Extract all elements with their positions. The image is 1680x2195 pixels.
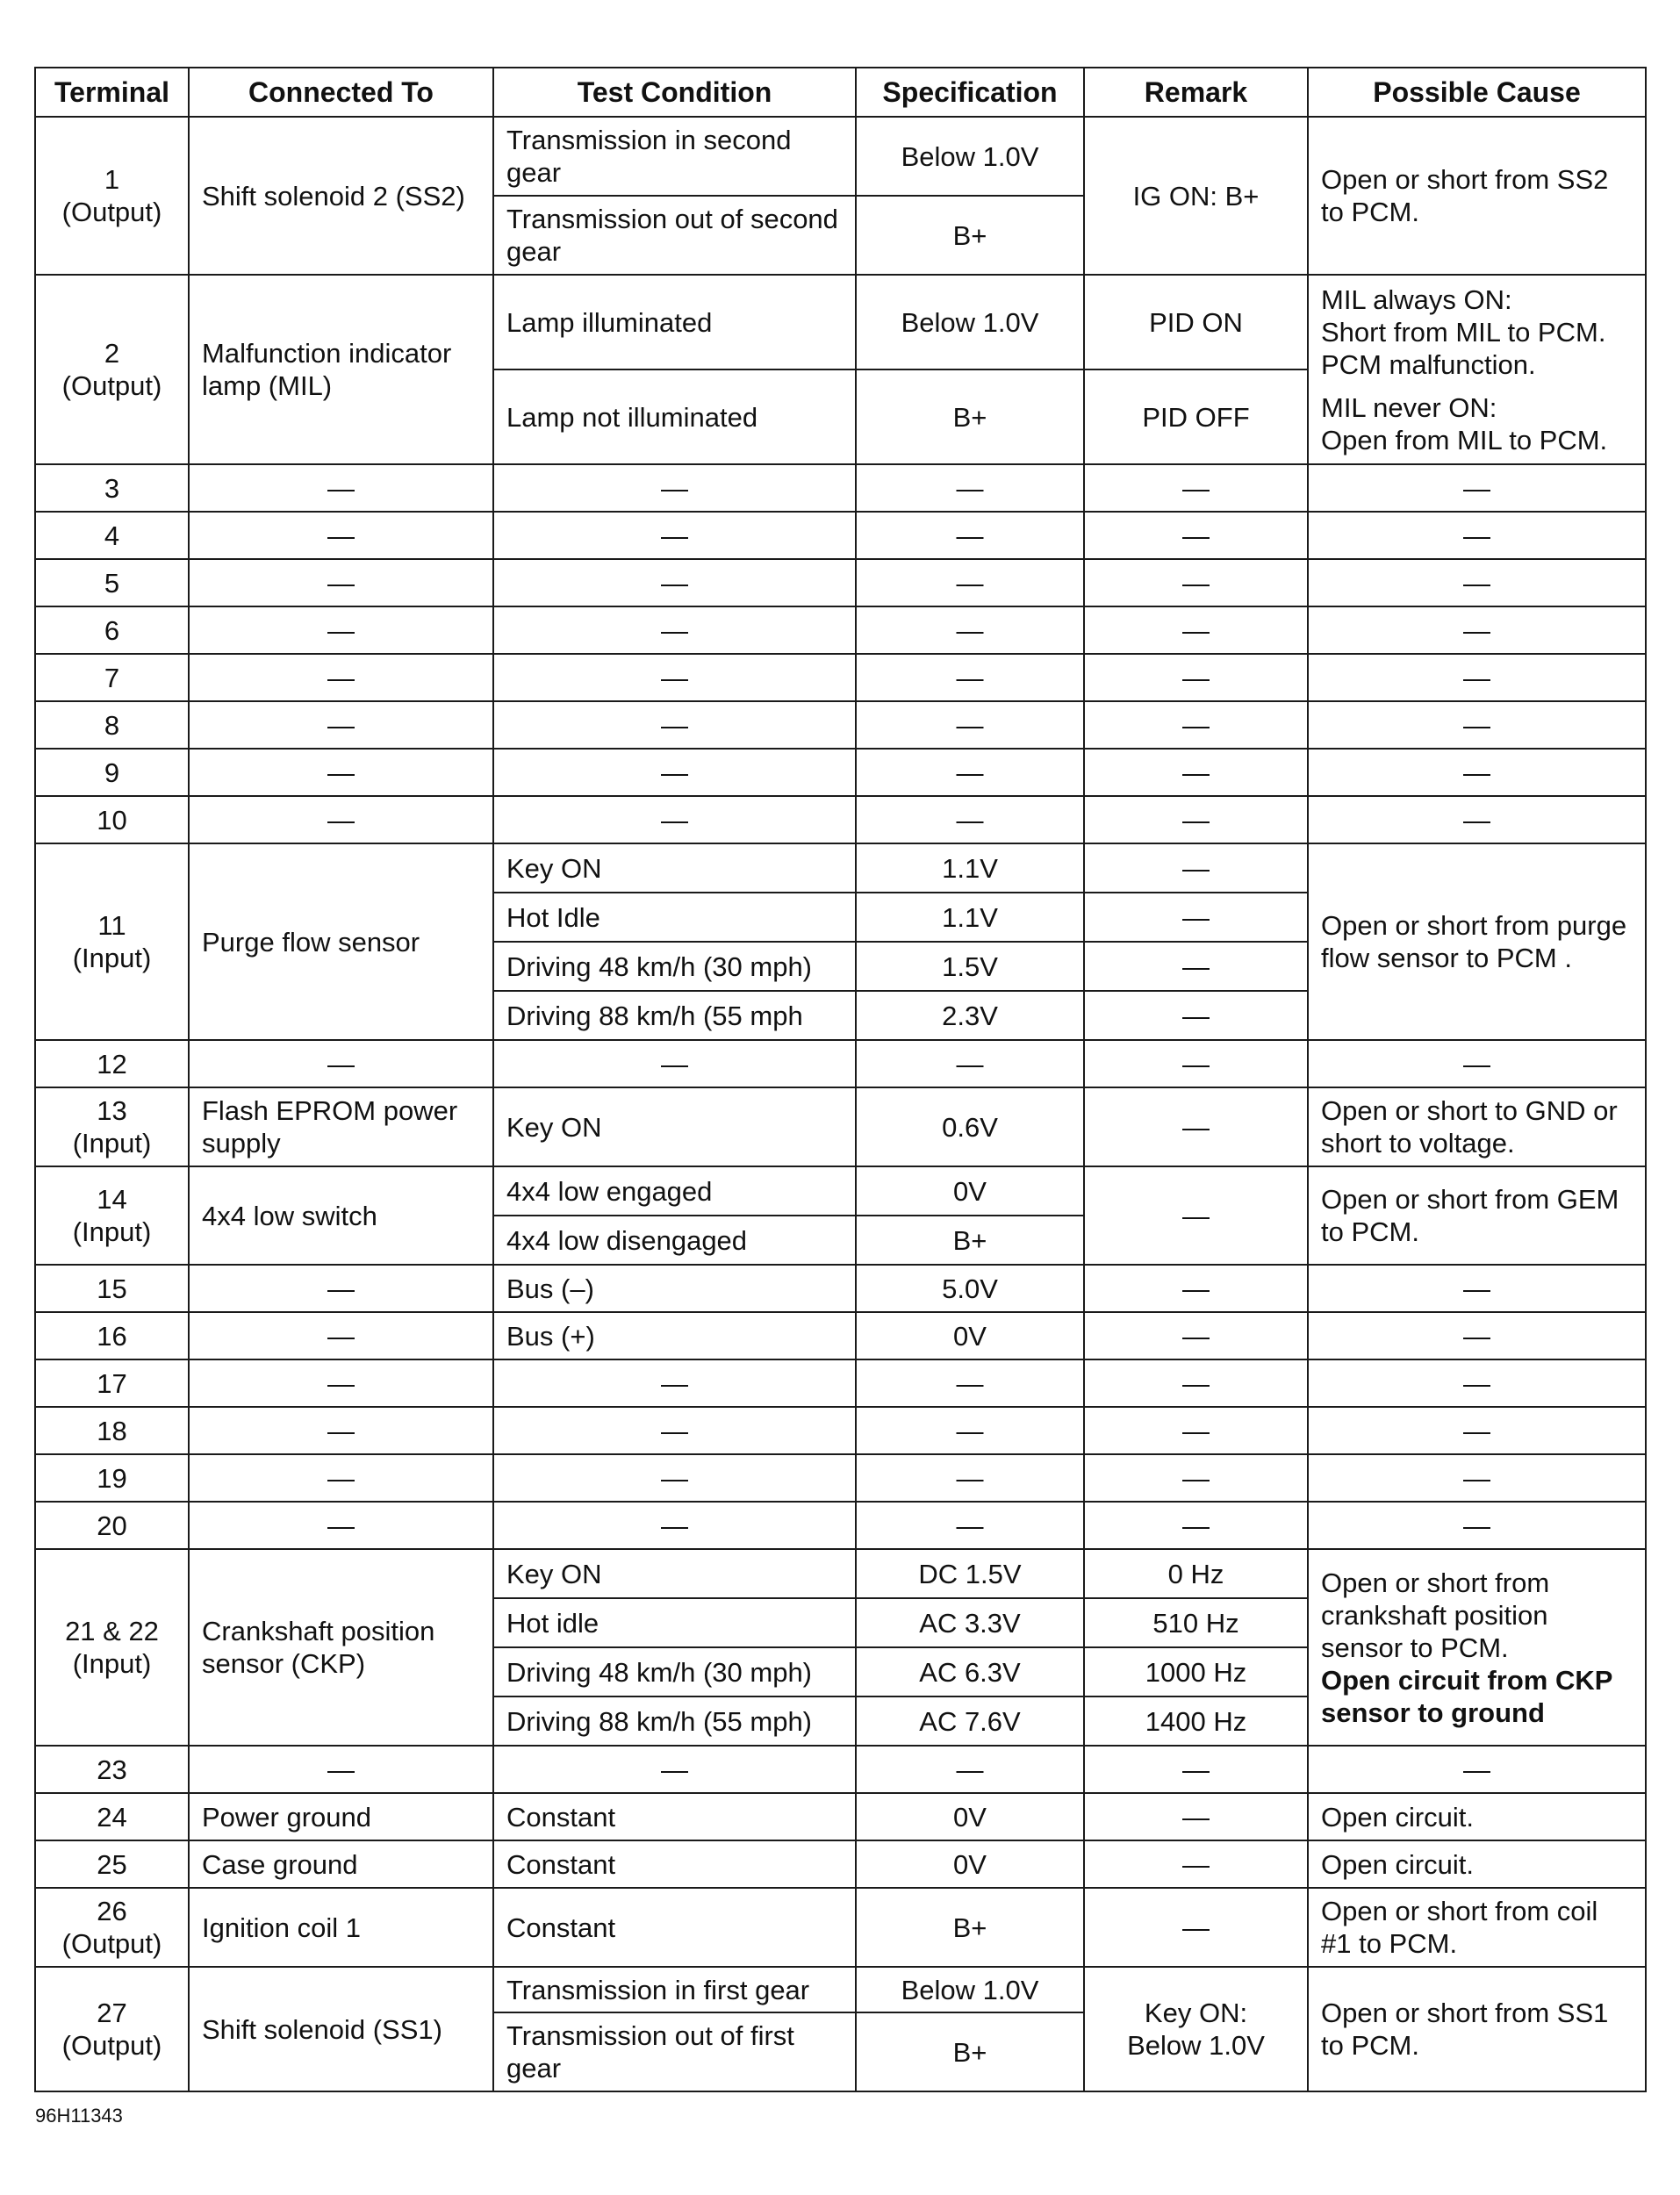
table-row	[35, 1312, 1646, 1359]
connected-cell: —	[189, 796, 493, 843]
connected-cell: Shift solenoid 2 (SS2)	[189, 117, 493, 275]
spec-cell: 5.0V	[856, 1265, 1084, 1312]
terminal-cell: 10	[35, 796, 189, 843]
condition-cell: Key ON	[493, 1549, 856, 1598]
remark-cell: —	[1084, 654, 1308, 701]
remark-cell: —	[1084, 464, 1308, 512]
spec-cell: Below 1.0V	[856, 1967, 1084, 2012]
remark-cell: —	[1084, 606, 1308, 654]
table-row	[35, 1746, 1646, 1793]
spec-cell: B+	[856, 369, 1084, 464]
remark-cell: —	[1084, 796, 1308, 843]
condition-cell: Constant	[493, 1840, 856, 1888]
table-row	[35, 1407, 1646, 1454]
condition-cell: Transmission in second gear	[493, 117, 856, 196]
remark-cell: —	[1084, 1793, 1308, 1840]
cause-cell: —	[1308, 1746, 1646, 1793]
terminal-cell: 25	[35, 1840, 189, 1888]
connected-cell: Case ground	[189, 1840, 493, 1888]
cause-cell: —	[1308, 1502, 1646, 1549]
condition-cell: —	[493, 512, 856, 559]
table-row	[35, 1359, 1646, 1407]
table-row	[35, 1454, 1646, 1502]
spec-cell: AC 3.3V	[856, 1598, 1084, 1647]
cause-cell: Open or short to GND or short to voltage.	[1308, 1087, 1646, 1166]
terminal-cell: 19	[35, 1454, 189, 1502]
connected-cell: —	[189, 1407, 493, 1454]
condition-cell: Transmission in first gear	[493, 1967, 856, 2012]
spec-cell: —	[856, 1040, 1084, 1087]
remark-cell: 510 Hz	[1084, 1598, 1308, 1647]
condition-cell: Driving 48 km/h (30 mph)	[493, 942, 856, 991]
connected-cell: Malfunction indicator lamp (MIL)	[189, 275, 493, 464]
header-row	[35, 68, 1646, 117]
table-row	[35, 1549, 1646, 1598]
spec-cell: B+	[856, 1216, 1084, 1265]
spec-cell: Below 1.0V	[856, 117, 1084, 196]
spec-cell: 0V	[856, 1166, 1084, 1216]
connected-cell: —	[189, 701, 493, 749]
remark-cell: —	[1084, 1166, 1308, 1265]
cause-cell: Open circuit.	[1308, 1840, 1646, 1888]
connected-cell: Shift solenoid (SS1)	[189, 1967, 493, 2091]
terminal-cell: 11 (Input)	[35, 843, 189, 1040]
table-row	[35, 701, 1646, 749]
spec-cell: 1.5V	[856, 942, 1084, 991]
table-row	[35, 512, 1646, 559]
remark-cell: —	[1084, 559, 1308, 606]
spec-cell: —	[856, 654, 1084, 701]
connected-cell: —	[189, 1359, 493, 1407]
terminal-cell: 18	[35, 1407, 189, 1454]
remark-cell: —	[1084, 1087, 1308, 1166]
condition-cell: Constant	[493, 1888, 856, 1967]
cause-cell: —	[1308, 1359, 1646, 1407]
terminal-cell: 6	[35, 606, 189, 654]
table-row	[35, 1793, 1646, 1840]
header-remark: Remark	[1084, 68, 1308, 117]
spec-cell: AC 7.6V	[856, 1696, 1084, 1746]
header-possible-cause: Possible Cause	[1308, 68, 1646, 117]
connected-cell: 4x4 low switch	[189, 1166, 493, 1265]
spec-cell: 1.1V	[856, 843, 1084, 893]
pcm-pin-table	[34, 67, 1647, 2092]
remark-cell: Key ON: Below 1.0V	[1084, 1967, 1308, 2091]
table-row	[35, 464, 1646, 512]
cause-cell	[1308, 275, 1646, 464]
spec-cell: B+	[856, 196, 1084, 275]
condition-cell: —	[493, 1502, 856, 1549]
connected-cell: —	[189, 1265, 493, 1312]
condition-cell: —	[493, 1407, 856, 1454]
remark-cell: —	[1084, 843, 1308, 893]
condition-cell: —	[493, 796, 856, 843]
spec-cell: —	[856, 1502, 1084, 1549]
remark-cell: —	[1084, 1888, 1308, 1967]
spec-cell: 1.1V	[856, 893, 1084, 942]
condition-cell: —	[493, 464, 856, 512]
condition-cell: Constant	[493, 1793, 856, 1840]
terminal-cell: 20	[35, 1502, 189, 1549]
table-row	[35, 606, 1646, 654]
cause-cell: —	[1308, 1040, 1646, 1087]
remark-cell: IG ON: B+	[1084, 117, 1308, 275]
condition-cell: —	[493, 559, 856, 606]
condition-cell: Hot Idle	[493, 893, 856, 942]
condition-cell: —	[493, 654, 856, 701]
cause-cell: —	[1308, 1312, 1646, 1359]
cause-cell: —	[1308, 512, 1646, 559]
connected-cell: —	[189, 1746, 493, 1793]
remark-cell: —	[1084, 1502, 1308, 1549]
cause-line: Open from MIL to PCM.	[1321, 424, 1608, 455]
terminal-cell: 27 (Output)	[35, 1967, 189, 2091]
terminal-cell: 26 (Output)	[35, 1888, 189, 1967]
terminal-cell: 1 (Output)	[35, 117, 189, 275]
remark-cell: PID ON	[1084, 275, 1308, 369]
remark-cell: —	[1084, 749, 1308, 796]
table-row	[35, 1502, 1646, 1549]
condition-cell: Key ON	[493, 843, 856, 893]
condition-cell: —	[493, 1746, 856, 1793]
header-test-condition: Test Condition	[493, 68, 856, 117]
table-row	[35, 843, 1646, 893]
cause-line: Short from MIL to PCM.	[1321, 316, 1606, 348]
spec-cell: AC 6.3V	[856, 1647, 1084, 1696]
table-row	[35, 117, 1646, 196]
remark-cell: —	[1084, 1840, 1308, 1888]
table-row	[35, 1967, 1646, 2012]
condition-cell: Lamp not illuminated	[493, 369, 856, 464]
cause-cell: —	[1308, 606, 1646, 654]
terminal-cell: 24	[35, 1793, 189, 1840]
cause-cell: Open or short from purge flow sensor to PCM .	[1308, 843, 1646, 1040]
connected-cell: —	[189, 654, 493, 701]
terminal-cell: 2 (Output)	[35, 275, 189, 464]
terminal-cell: 14 (Input)	[35, 1166, 189, 1265]
cause-cell: —	[1308, 654, 1646, 701]
cause-cell: Open or short from SS1 to PCM.	[1308, 1967, 1646, 2091]
spec-cell: 2.3V	[856, 991, 1084, 1040]
terminal-cell: 3	[35, 464, 189, 512]
spec-cell: Below 1.0V	[856, 275, 1084, 369]
spec-cell: —	[856, 1407, 1084, 1454]
spec-cell: —	[856, 701, 1084, 749]
cause-cell: —	[1308, 1454, 1646, 1502]
table-row	[35, 749, 1646, 796]
cause-line: PCM malfunction.	[1321, 348, 1536, 380]
spec-cell: 0V	[856, 1312, 1084, 1359]
condition-cell: —	[493, 1040, 856, 1087]
connected-cell: —	[189, 1502, 493, 1549]
connected-cell: —	[189, 1040, 493, 1087]
spec-cell: —	[856, 512, 1084, 559]
cause-line: Open or short from crankshaft position sensor to PCM.	[1321, 1567, 1550, 1663]
spec-cell: B+	[856, 1888, 1084, 1967]
condition-cell: —	[493, 1359, 856, 1407]
document-code: 96H11343	[35, 2105, 123, 2127]
connected-cell: Crankshaft position sensor (CKP)	[189, 1549, 493, 1746]
cause-line: MIL never ON:	[1321, 391, 1497, 423]
table-row	[35, 1265, 1646, 1312]
cause-cell: Open or short from SS2 to PCM.	[1308, 117, 1646, 275]
cause-line-bold: Open circuit from CKP sensor to ground	[1321, 1664, 1612, 1728]
terminal-cell: 15	[35, 1265, 189, 1312]
cause-cell: —	[1308, 464, 1646, 512]
spec-cell: 0.6V	[856, 1087, 1084, 1166]
cause-cell: —	[1308, 749, 1646, 796]
remark-cell: —	[1084, 893, 1308, 942]
spec-cell: —	[856, 1454, 1084, 1502]
connected-cell: —	[189, 749, 493, 796]
terminal-cell: 12	[35, 1040, 189, 1087]
connected-cell: —	[189, 1312, 493, 1359]
spec-cell: 0V	[856, 1793, 1084, 1840]
condition-cell: —	[493, 1454, 856, 1502]
connected-cell: —	[189, 464, 493, 512]
connected-cell: —	[189, 512, 493, 559]
spec-cell: —	[856, 606, 1084, 654]
connected-cell: —	[189, 1454, 493, 1502]
remark-cell: —	[1084, 1312, 1308, 1359]
header-connected-to: Connected To	[189, 68, 493, 117]
terminal-cell: 21 & 22 (Input)	[35, 1549, 189, 1746]
remark-cell: —	[1084, 942, 1308, 991]
condition-cell: Bus (+)	[493, 1312, 856, 1359]
table-row	[35, 1166, 1646, 1216]
connected-cell: Purge flow sensor	[189, 843, 493, 1040]
connected-cell: Ignition coil 1	[189, 1888, 493, 1967]
remark-cell: 1400 Hz	[1084, 1696, 1308, 1746]
spec-cell: —	[856, 796, 1084, 843]
condition-cell: Transmission out of first gear	[493, 2012, 856, 2091]
spec-cell: —	[856, 1359, 1084, 1407]
remark-cell: —	[1084, 1454, 1308, 1502]
cause-cell: —	[1308, 1407, 1646, 1454]
remark-cell: 1000 Hz	[1084, 1647, 1308, 1696]
condition-cell: 4x4 low disengaged	[493, 1216, 856, 1265]
remark-cell: —	[1084, 1746, 1308, 1793]
header-specification: Specification	[856, 68, 1084, 117]
table-row	[35, 1087, 1646, 1166]
connected-cell: —	[189, 559, 493, 606]
remark-cell: —	[1084, 991, 1308, 1040]
cause-cell: —	[1308, 559, 1646, 606]
remark-cell: —	[1084, 701, 1308, 749]
cause-cell	[1308, 1549, 1646, 1746]
remark-cell: 0 Hz	[1084, 1549, 1308, 1598]
connected-cell: Power ground	[189, 1793, 493, 1840]
terminal-cell: 8	[35, 701, 189, 749]
cause-cell: Open circuit.	[1308, 1793, 1646, 1840]
condition-cell: Bus (–)	[493, 1265, 856, 1312]
spec-cell: —	[856, 749, 1084, 796]
terminal-cell: 9	[35, 749, 189, 796]
connected-cell: —	[189, 606, 493, 654]
condition-cell: Key ON	[493, 1087, 856, 1166]
table-row	[35, 559, 1646, 606]
condition-cell: Driving 88 km/h (55 mph)	[493, 1696, 856, 1746]
remark-cell: —	[1084, 512, 1308, 559]
terminal-cell: 5	[35, 559, 189, 606]
cause-cell: —	[1308, 796, 1646, 843]
cause-cell: —	[1308, 701, 1646, 749]
table-row	[35, 1840, 1646, 1888]
remark-cell: —	[1084, 1040, 1308, 1087]
header-terminal: Terminal	[35, 68, 189, 117]
remark-cell: —	[1084, 1407, 1308, 1454]
condition-cell: Lamp illuminated	[493, 275, 856, 369]
cause-cell: Open or short from coil #1 to PCM.	[1308, 1888, 1646, 1967]
table-row	[35, 796, 1646, 843]
connected-cell: Flash EPROM power supply	[189, 1087, 493, 1166]
remark-cell: PID OFF	[1084, 369, 1308, 464]
condition-cell: —	[493, 701, 856, 749]
terminal-cell: 7	[35, 654, 189, 701]
cause-cell: Open or short from GEM to PCM.	[1308, 1166, 1646, 1265]
remark-cell: —	[1084, 1265, 1308, 1312]
spec-cell: B+	[856, 2012, 1084, 2091]
spec-cell: 0V	[856, 1840, 1084, 1888]
condition-cell: Transmission out of second gear	[493, 196, 856, 275]
terminal-cell: 16	[35, 1312, 189, 1359]
terminal-cell: 17	[35, 1359, 189, 1407]
condition-cell: Driving 88 km/h (55 mph	[493, 991, 856, 1040]
table-row	[35, 275, 1646, 369]
condition-cell: 4x4 low engaged	[493, 1166, 856, 1216]
terminal-cell: 4	[35, 512, 189, 559]
condition-cell: —	[493, 749, 856, 796]
spec-cell: —	[856, 559, 1084, 606]
spec-cell: —	[856, 464, 1084, 512]
table-row	[35, 654, 1646, 701]
condition-cell: Driving 48 km/h (30 mph)	[493, 1647, 856, 1696]
terminal-cell: 13 (Input)	[35, 1087, 189, 1166]
table-row	[35, 1888, 1646, 1967]
condition-cell: —	[493, 606, 856, 654]
cause-cell: —	[1308, 1265, 1646, 1312]
spec-cell: DC 1.5V	[856, 1549, 1084, 1598]
cause-line: MIL always ON:	[1321, 283, 1512, 315]
terminal-cell: 23	[35, 1746, 189, 1793]
table-row	[35, 1040, 1646, 1087]
remark-cell: —	[1084, 1359, 1308, 1407]
condition-cell: Hot idle	[493, 1598, 856, 1647]
spec-cell: —	[856, 1746, 1084, 1793]
